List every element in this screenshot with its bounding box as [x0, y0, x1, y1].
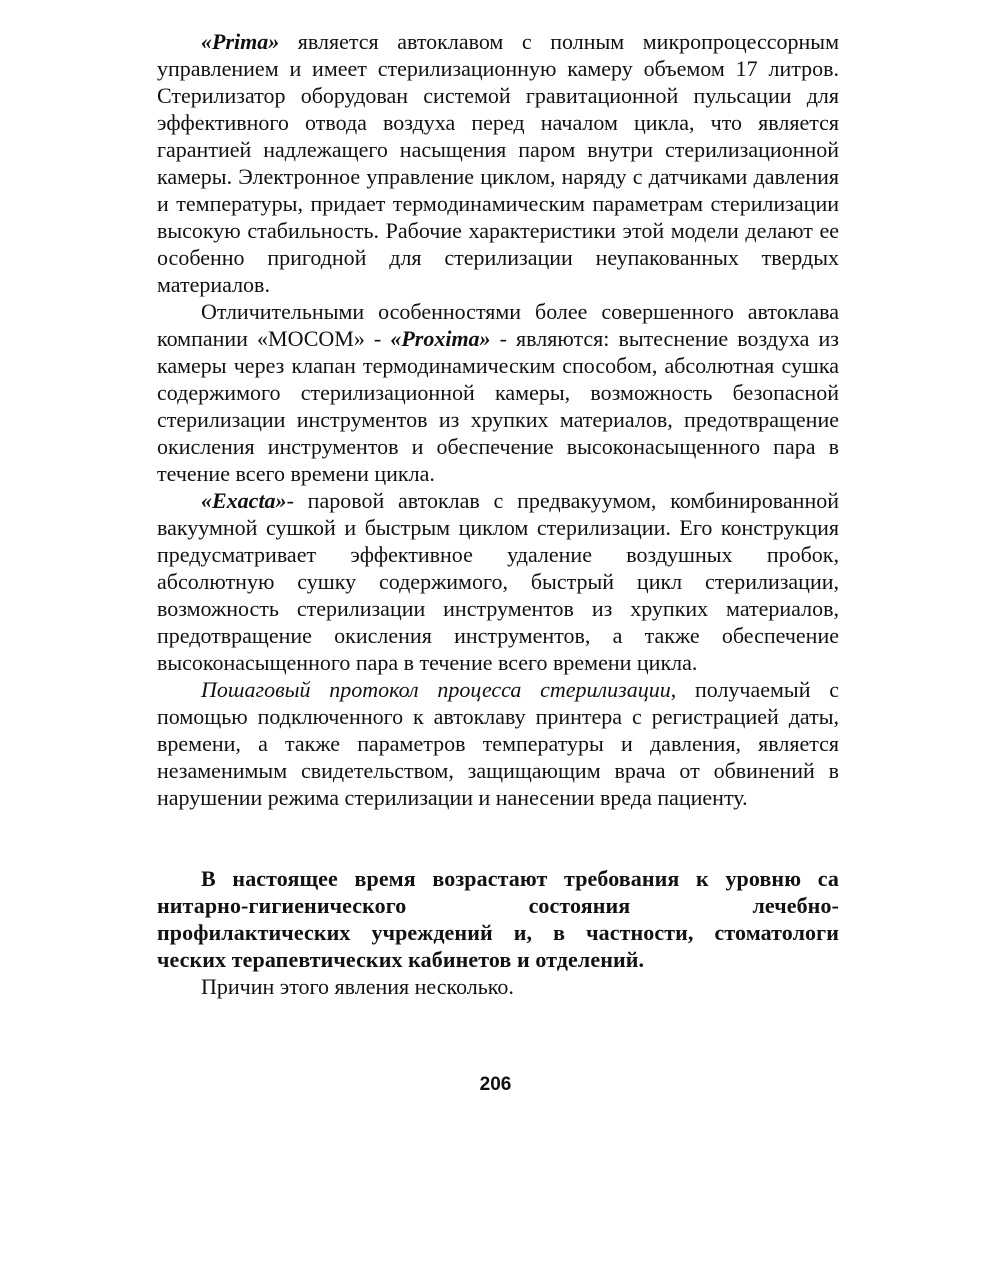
closing-sentence: Причин этого явления несколько.: [201, 974, 514, 999]
bold-word-1: нитарно-гигиенического: [157, 893, 407, 918]
product-name-exacta: «Exacta»: [201, 488, 287, 513]
page-number: 206: [479, 1074, 512, 1095]
paragraph-exacta-text: - паровой автоклав с предвакуумом, комбинированной вакуумной сушкой и быстрым циклом стерилизации. Его конструкция предусматривает эффективное удаление воздушных пробок, абсолютную сушку содержимого, быстрый цикл стерилизации, возможность стерилизации инструментов из хрупких материалов, предотвращение окисления инструментов, а также обеспечение высоконасыщенного пара в течение всего времени цикла.: [157, 488, 839, 675]
paragraph-exacta: [157, 487, 839, 676]
bold-statement-line-3: профилактических учреждений и, в частности, стоматологи: [157, 920, 839, 945]
paragraph-protocol: [157, 676, 839, 811]
blank-line: [157, 811, 839, 838]
paragraph-proxima-intro: Отличительными особенностями более совершенного автоклава компании «МОСОМ» -: [157, 299, 839, 351]
bold-statement: [157, 865, 839, 973]
product-name-proxima: «Proxima»: [390, 326, 491, 351]
paragraph-protocol-text: , получаемый с помощью подключенного к автоклаву принтера с регистрацией даты, времени, а также параметров температуры и давления, является незаменимым свидетельством, защищающим врача от обвинений в нарушении режима стерилизации и нанесении вреда пациенту.: [157, 677, 839, 810]
bold-word-3: лечебно-: [752, 893, 839, 918]
protocol-term: Пошаговый протокол процесса стерилизации: [201, 677, 671, 702]
paragraph-proxima-text: - являются: вытеснение воздуха из камеры через клапан термодинамическим способом, абсолютная сушка содержимого стерилизационной камеры, возможность безопасной стерилизации инструментов из хрупких материалов, предотвращение окисления инструментов и обеспечение высоконасыщенного пара в течение всего времени цикла.: [157, 326, 839, 486]
paragraph-prima-text: является автоклавом с полным микропроцессорным управлением и имеет стерилизационную камеру объемом 17 литров. Стерилизатор оборудован системой гравитационной пульсации для эффективного отвода воздуха перед началом цикла, что является гарантией надлежащего насыщения паром внутри стерилизационной камеры. Электронное управление циклом, наряду с датчиками давления и температуры, придает термодинамическим параметрам стерилизации высокую стабильность. Рабочие характеристики этой модели делают ее особенно пригодной для стерилизации неупакованных твердых материалов.: [157, 29, 839, 297]
blank-line: [157, 838, 839, 865]
document-page: [157, 28, 839, 1000]
product-name-prima: «Prima»: [201, 29, 280, 54]
paragraph-proxima: [157, 298, 839, 487]
bold-word-2: состояния: [528, 893, 631, 918]
bold-statement-line-2: [157, 892, 839, 919]
bold-statement-line-4: ческих терапевтических кабинетов и отделений.: [157, 947, 645, 972]
paragraph-prima: [157, 28, 839, 298]
bold-statement-line-1: В настоящее время возрастают требования к уровню са: [201, 866, 839, 891]
